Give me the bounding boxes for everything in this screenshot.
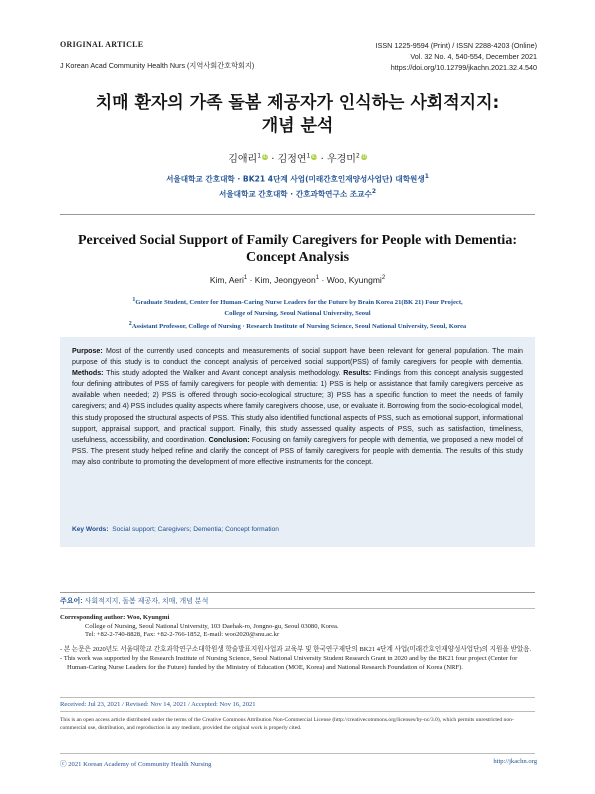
separator: · (320, 154, 324, 165)
affil-sup: 2 (128, 321, 132, 328)
separator: · (249, 275, 253, 285)
orcid-icon[interactable]: iD (262, 153, 268, 160)
korean-author: 김애리 (228, 154, 258, 165)
author-sup: 2 (355, 152, 360, 160)
corresponding-author: Corresponding author: Woo, Kyungmi (60, 613, 170, 621)
korean-authors (60, 150, 535, 165)
abstract-purpose: Most of the currently used concepts and measurements of social support have been relevant for general population. The main purpose of this study is to conduct the concept analysis of perceived social support(PSS) of family caregivers for people with dementia. (72, 347, 523, 367)
affil-sup: 1 (424, 173, 429, 180)
english-author: Kim, Jeongyeon (254, 275, 316, 285)
journal-info (376, 40, 537, 73)
author-sup: 1 (257, 152, 262, 160)
author-sup: 1 (306, 152, 311, 160)
journal-url-link[interactable]: http://jkachn.org (493, 758, 537, 765)
article-type: ORIGINAL ARTICLE (60, 40, 144, 49)
abstract-conclusion: Focusing on family caregivers for people with dementia, we proposed a new model of PSS. The present study helped refine and clarify the concept of PSS of family caregivers for people with dementia. The results of this study may also contribute to promoting the development of more effective instruments for the concept. (72, 435, 524, 466)
abstract-methods: This study adopted the Walker and Avant concept analysis methodology. (106, 369, 341, 378)
corresponding-address: College of Nursing, Seoul National University, 103 Daehak-ro, Jongno-gu, Seoul 03080, Korea. (85, 622, 339, 630)
copyright: ⓒ 2021 Korean Academy of Community Health Nursing (60, 761, 212, 768)
korean-affiliation: 서울대학교 간호대학 · BK21 4단계 사업(미래간호인재양성사업단) 대학원생 (166, 174, 425, 184)
korean-affiliation: 서울대학교 간호대학 · 간호과학연구소 조교수 (218, 189, 372, 199)
separator: · (321, 275, 325, 285)
english-title (60, 232, 535, 266)
issn: ISSN 1225-9594 (Print) / ISSN 2288-4203 (Online) (375, 41, 537, 50)
divider (60, 697, 535, 698)
author-sup: 1 (243, 275, 248, 282)
separator: · (271, 154, 275, 165)
english-affiliation: Graduate Student, Center for Human-Caring Nurse Leaders for the Future by Brain Korea 21(BK 21) Four Project, (135, 299, 463, 307)
abstract-label: Methods: (72, 369, 104, 378)
footnotes (60, 598, 535, 673)
korean-title-line2: 개념 분석 (261, 116, 334, 136)
korean-author: 김정연 (277, 154, 307, 165)
divider (60, 214, 535, 215)
affil-sup: 1 (132, 297, 136, 303)
english-author: Kim, Aeri (209, 275, 244, 285)
keywords (72, 526, 523, 533)
affil-sup: 2 (371, 187, 377, 195)
received-dates: Received: Jul 23, 2021 / Revised: Nov 14, 2021 / Accepted: Nov 16, 2021 (60, 701, 256, 708)
license-text: This is an open access article distributed under the terms of the Creative Commons Attribution Non-Commercial License (http://creativecommons.org/licenses/by-nc/3.0), which permits unrestricted non-commercial use, distribution, and reproduction in any medium, provided the original work is properly cited. (60, 717, 514, 731)
divider (60, 592, 535, 593)
volume: Vol. 32 No. 4, 540-554, December 2021 (410, 52, 537, 61)
keywords-label: Key Words: (72, 526, 109, 533)
divider (60, 711, 535, 712)
korean-title (60, 92, 535, 138)
orcid-icon[interactable]: iD (361, 153, 367, 160)
abstract-text (72, 346, 523, 468)
korean-keywords-label: 주요어: (60, 598, 83, 605)
author-sup: 2 (381, 275, 386, 282)
funding-note-english: - This work was supported by the Research Institute of Nursing Science, Seoul National University Student Research Grant in 2020 and by the BK21 four project (Center for Human-Caring Nurse Leaders for the Future) funded by the Ministry of Education (MOE, Korea) and National Research Foundation of Korea (NRF). (60, 654, 518, 671)
orcid-icon[interactable]: iD (311, 153, 318, 160)
korean-title-line1: 치매 환자의 가족 돌봄 제공자가 인식하는 사회적지지: (95, 93, 500, 113)
corresponding-contact: Tel: +82-2-740-8828, Fax: +82-2-766-1852, E-mail: woo2020@snu.ac.kr (85, 631, 280, 639)
korean-affiliations (60, 171, 535, 200)
english-affiliations (60, 295, 535, 333)
korean-author: 우경미 (326, 154, 356, 165)
english-affiliation: College of Nursing, Seoul National University, Seoul (224, 309, 371, 317)
english-title-line1: Perceived Social Support of Family Caregivers for People with Dementia: (78, 233, 517, 248)
funding-note-korean: - 본 논문은 2020년도 서울대학교 간호과학연구소대학원생 학술발표지원사업과 교육부 및 한국연구재단의 BK21 4단계 사업(미래간호인재양성사업단)의 지원을 받았음. (60, 646, 532, 654)
abstract-label: Conclusion: (208, 435, 250, 444)
english-author: Woo, Kyungmi (326, 275, 382, 285)
divider (60, 753, 535, 754)
abstract-results: Findings from this concept analysis suggested four defining attributes of PSS of family caregivers for people with dementia: 1) PSS is help or assistance that family caregivers perceive as available when needed; 2) PSS is offered through socio-ecological structure; 3) PSS has a specific function to meet the needs of family caregivers; and 4) PSS includes quality aspects where family caregivers choose, use, or evaluate it. Borrowing from the socio-ecological model, this study proposed the structural aspects of PSS. This study also identified functional aspects of PSS, such as emotional support, informational support, appraisal support, and practical support. Finally, this study assessed quality aspects of PSS, such as satisfaction, timeliness, usefulness, accessibility, and coordination. (72, 369, 523, 444)
english-affiliation: Assistant Professor, College of Nursing · Research Institute of Nursing Science, Seoul National University, Seoul, Korea (131, 323, 467, 331)
english-title-line2: Concept Analysis (245, 250, 350, 265)
doi-link[interactable]: https://doi.org/10.12799/jkachn.2021.32.4.540 (390, 63, 537, 72)
abstract-label: Purpose: (72, 347, 103, 355)
english-authors (60, 275, 535, 285)
abstract-label: Results: (343, 369, 372, 378)
keywords-list: Social support; Caregivers; Dementia; Concept formation (112, 526, 279, 533)
korean-keywords (60, 598, 535, 607)
divider (60, 608, 535, 609)
author-sup: 1 (315, 275, 320, 282)
journal-name: J Korean Acad Community Health Nurs (지역사회간호학회지) (60, 61, 255, 70)
korean-keywords-list: 사회적지지, 돌봄 제공자, 치매, 개념 분석 (84, 598, 209, 605)
